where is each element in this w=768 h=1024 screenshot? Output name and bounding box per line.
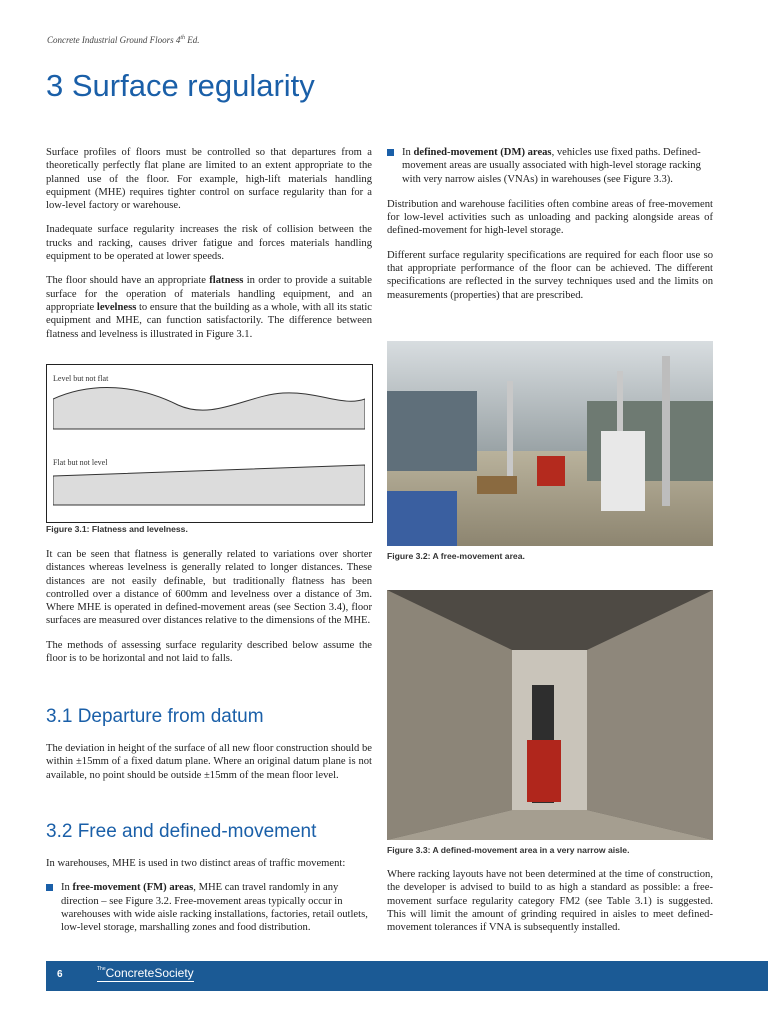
concrete-society-logo: $^{The}$ConcreteSociety bbox=[97, 966, 194, 980]
section-3-1-body bbox=[46, 742, 372, 793]
paragraph: Distribution and warehouse facilities often combine areas of free-movement for low-level activities such as unloading and packing alongside areas of defined-movement for high-level storage. bbox=[387, 198, 713, 237]
section-3-2-body bbox=[46, 857, 372, 946]
page-number: 6 bbox=[57, 969, 63, 980]
paragraph: It can be seen that flatness is generally related to variations over shorter distances whereas levelness is generally related to longer distances. These distances are not easily definable, but traditionally flatness has been controlled over a distance of 600mm and levelness over a distance of 3m. Where MHE is operated in defined-movement areas (see Section 3.4), floor surfaces are measured over distances relative to the dimensions of the MHE. bbox=[46, 549, 372, 627]
section-heading: 3.1 Departure from datum bbox=[46, 706, 264, 727]
figure-caption: Figure 3.1: Flatness and levelness. bbox=[46, 524, 188, 534]
running-header: Concrete Industrial Ground Floors 4th Ed. bbox=[47, 35, 200, 45]
paragraph: The methods of assessing surface regularity described below assume the floor is to be horizontal and not laid to falls. bbox=[46, 639, 372, 665]
bullet-item: In free-movement (FM) areas, MHE can travel randomly in any direction – see Figure 3.2. Free-movement areas typically occur in warehouses with wide aisle racking installations, factories, retail outlets, low-level storage, marshalling zones and food distribution. bbox=[46, 881, 372, 934]
left-column bbox=[46, 146, 372, 352]
bullet-marker bbox=[46, 884, 53, 891]
paragraph: Surface profiles of floors must be controlled so that departures from a theoretically perfectly flat plane are limited to an extent appropriate to the planned use of the floor. For example, high-lift materials handling equipment (MHE) requires tighter control on surface regularity than for a low-level factory or warehouse. bbox=[46, 147, 372, 212]
right-column-lower bbox=[387, 868, 713, 945]
paragraph: Different surface regularity specifications are required for each floor use so that appropriate performance of the floor can be achieved. The different specifications are reflected in the survey techniques used and the limits on measurements (properties) that are prescribed. bbox=[387, 249, 713, 301]
section-heading: 3.2 Free and defined-movement bbox=[46, 821, 317, 842]
right-column bbox=[387, 146, 713, 313]
bullet-item: In defined-movement (DM) areas, vehicles use fixed paths. Defined-movement areas are usually associated with high-level storage racking with very narrow aisles (VNAs) in warehouses (see Figure 3.3). bbox=[387, 146, 713, 186]
paragraph: Where racking layouts have not been determined at the time of construction, the developer is advised to build to as high a standard as possible: a free- movement surface regularity category FM2 (see Table 3.1) is suggested. This will limit the amount of grinding required in aisles to meet defined-movement tolerances if VNA is subsequently installed. bbox=[387, 869, 713, 934]
paragraph: In warehouses, MHE is used in two distinct areas of traffic movement: bbox=[46, 858, 346, 869]
figure-3-1 bbox=[46, 364, 373, 523]
figure-caption: Figure 3.3: A defined-movement area in a very narrow aisle. bbox=[387, 845, 630, 855]
footer-bar bbox=[46, 961, 768, 991]
chapter-title: 3 Surface regularity bbox=[46, 68, 315, 103]
paragraph: The deviation in height of the surface of all new floor construction should be within ±15mm of a fixed datum plane. Where an original datum plane is not available, no point should be outside ±15mm of the mean floor level. bbox=[46, 743, 372, 781]
paragraph: Inadequate surface regularity increases the risk of collision between the trucks and racking, causes driver fatigue and forces materials handling equipment to be operated at lower speeds. bbox=[46, 224, 372, 263]
paragraph: The floor should have an appropriate flatness in order to provide a suitable surface for the operation of materials handling equipment, and an appropriate levelness to ensure that the building as a whole, with all its static equipment and MHE, can function satisfactorily. The difference between flatness and levelness is illustrated in Figure 3.1. bbox=[46, 275, 372, 340]
figure-caption: Figure 3.2: A free-movement area. bbox=[387, 551, 525, 561]
narrow-aisle-photo bbox=[387, 590, 713, 840]
warehouse-photo bbox=[387, 341, 713, 546]
flat-not-level-diagram bbox=[53, 461, 365, 509]
bullet-marker bbox=[387, 149, 394, 156]
left-column-lower bbox=[46, 548, 372, 676]
figure-label: Flat but not level bbox=[53, 458, 108, 467]
level-not-flat-diagram bbox=[53, 385, 365, 435]
figure-label: Level but not flat bbox=[53, 374, 109, 383]
